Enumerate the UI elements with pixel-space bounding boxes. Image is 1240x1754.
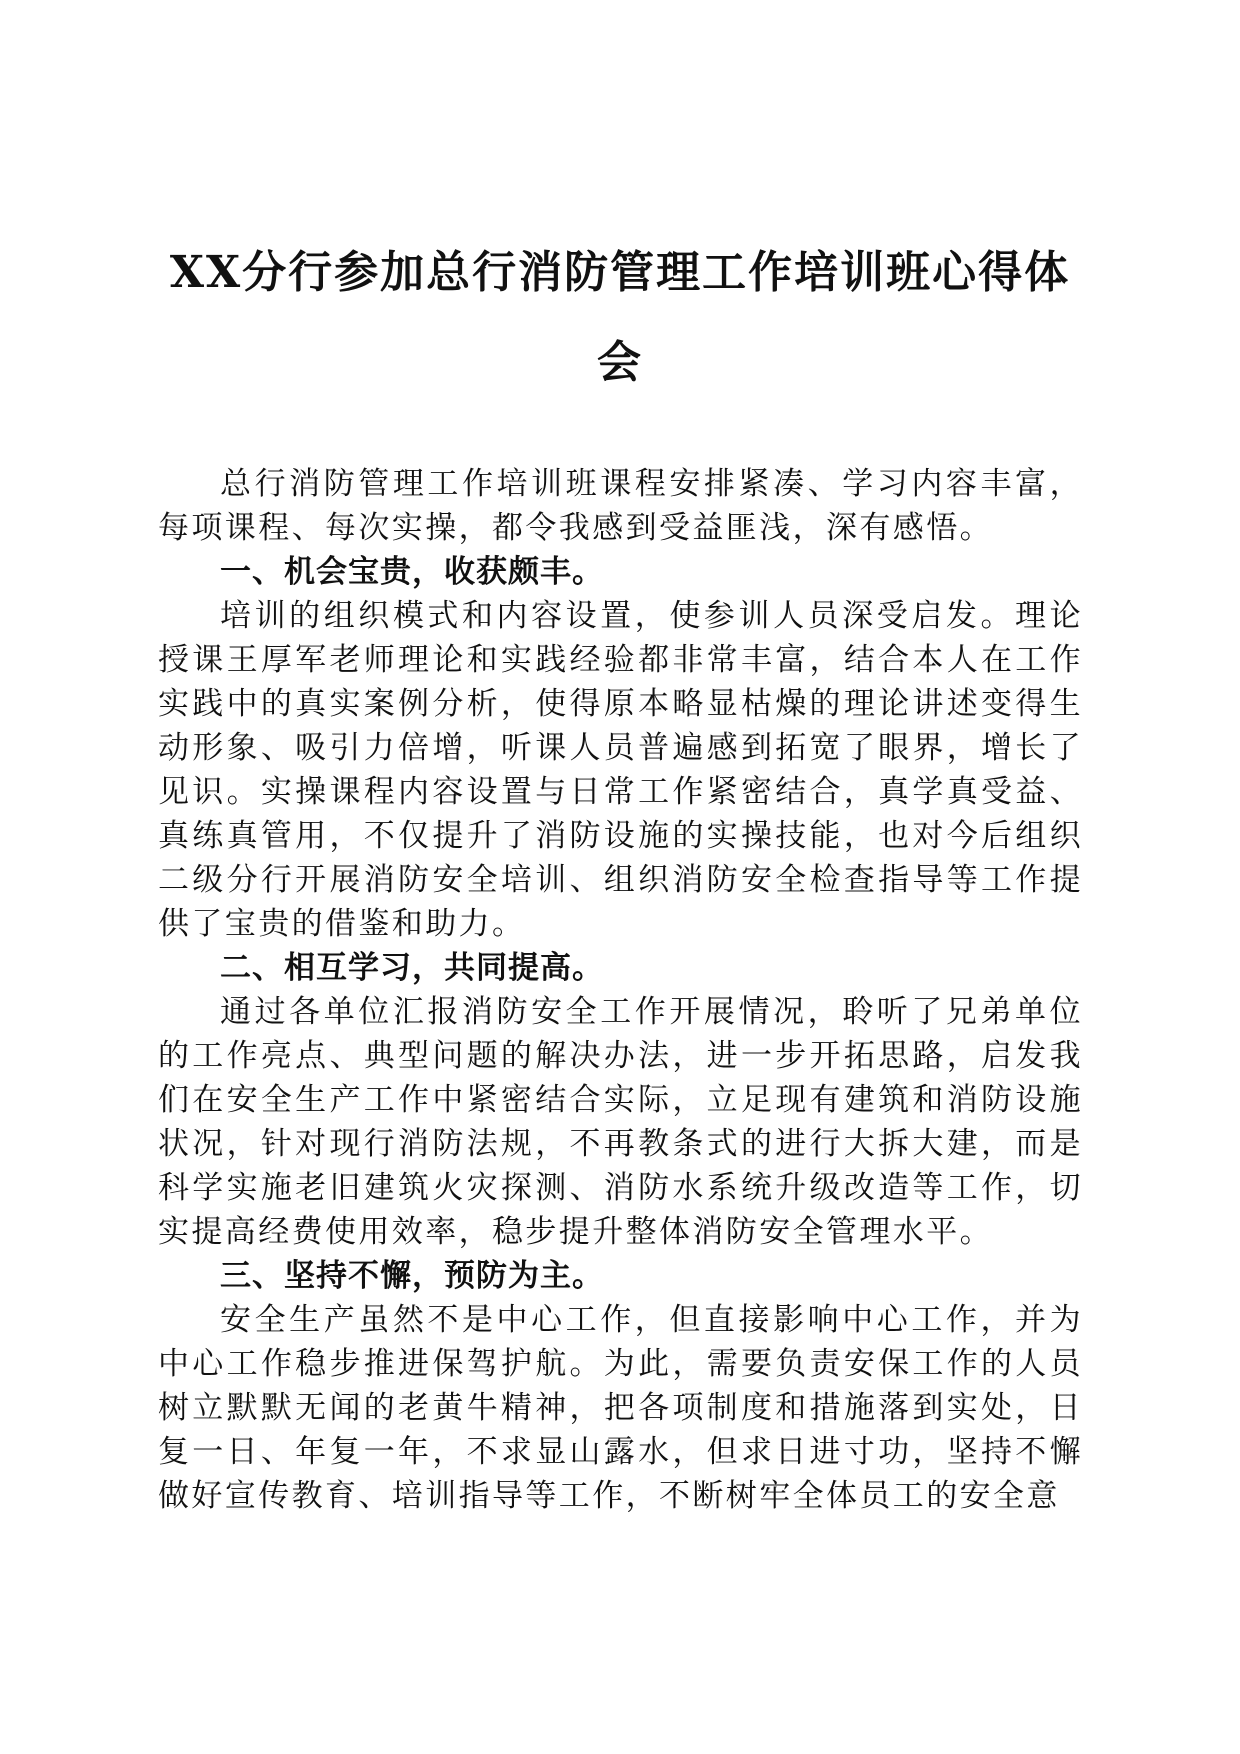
- section-1-paragraph: 培训的组织模式和内容设置，使参训人员深受启发。理论授课王厚军老师理论和实践经验都非常丰富，结合本人在工作实践中的真实案例分析，使得原本略显枯燥的理论讲述变得生动形象、吸引力倍增，听课人员普遍感到拓宽了眼界，增长了见识。实操课程内容设置与日常工作紧密结合，真学真受益、真练真管用，不仅提升了消防设施的实操技能，也对今后组织二级分行开展消防安全培训、组织消防安全检查指导等工作提供了宝贵的借鉴和助力。: [158, 598, 1083, 942]
- intro-paragraph: 总行消防管理工作培训班课程安排紧凑、学习内容丰富，每项课程、每次实操，都令我感到受益匪浅，深有感悟。: [158, 466, 1083, 546]
- section-2-paragraph: 通过各单位汇报消防安全工作开展情况，聆听了兄弟单位的工作亮点、典型问题的解决办法，进一步开拓思路，启发我们在安全生产工作中紧密结合实际，立足现有建筑和消防设施状况，针对现行消防法规，不再教条式的进行大拆大建，而是科学实施老旧建筑火灾探测、消防水系统升级改造等工作，切实提高经费使用效率，稳步提升整体消防安全管理水平。: [158, 994, 1083, 1250]
- section-heading-1: 一、机会宝贵，收获颇丰。: [220, 554, 604, 590]
- document-body: [158, 462, 1083, 1518]
- section-heading-2: 二、相互学习，共同提高。: [220, 950, 604, 986]
- document-title: XX分行参加总行消防管理工作培训班心得体会: [169, 247, 1071, 388]
- section-heading-3: 三、坚持不懈，预防为主。: [220, 1258, 604, 1294]
- section-3-paragraph: 安全生产虽然不是中心工作，但直接影响中心工作，并为中心工作稳步推进保驾护航。为此，需要负责安保工作的人员树立默默无闻的老黄牛精神，把各项制度和措施落到实处，日复一日、年复一年，不求显山露水，但求日进寸功，坚持不懈做好宣传教育、培训指导等工作，不断树牢全体员工的安全意: [158, 1302, 1083, 1514]
